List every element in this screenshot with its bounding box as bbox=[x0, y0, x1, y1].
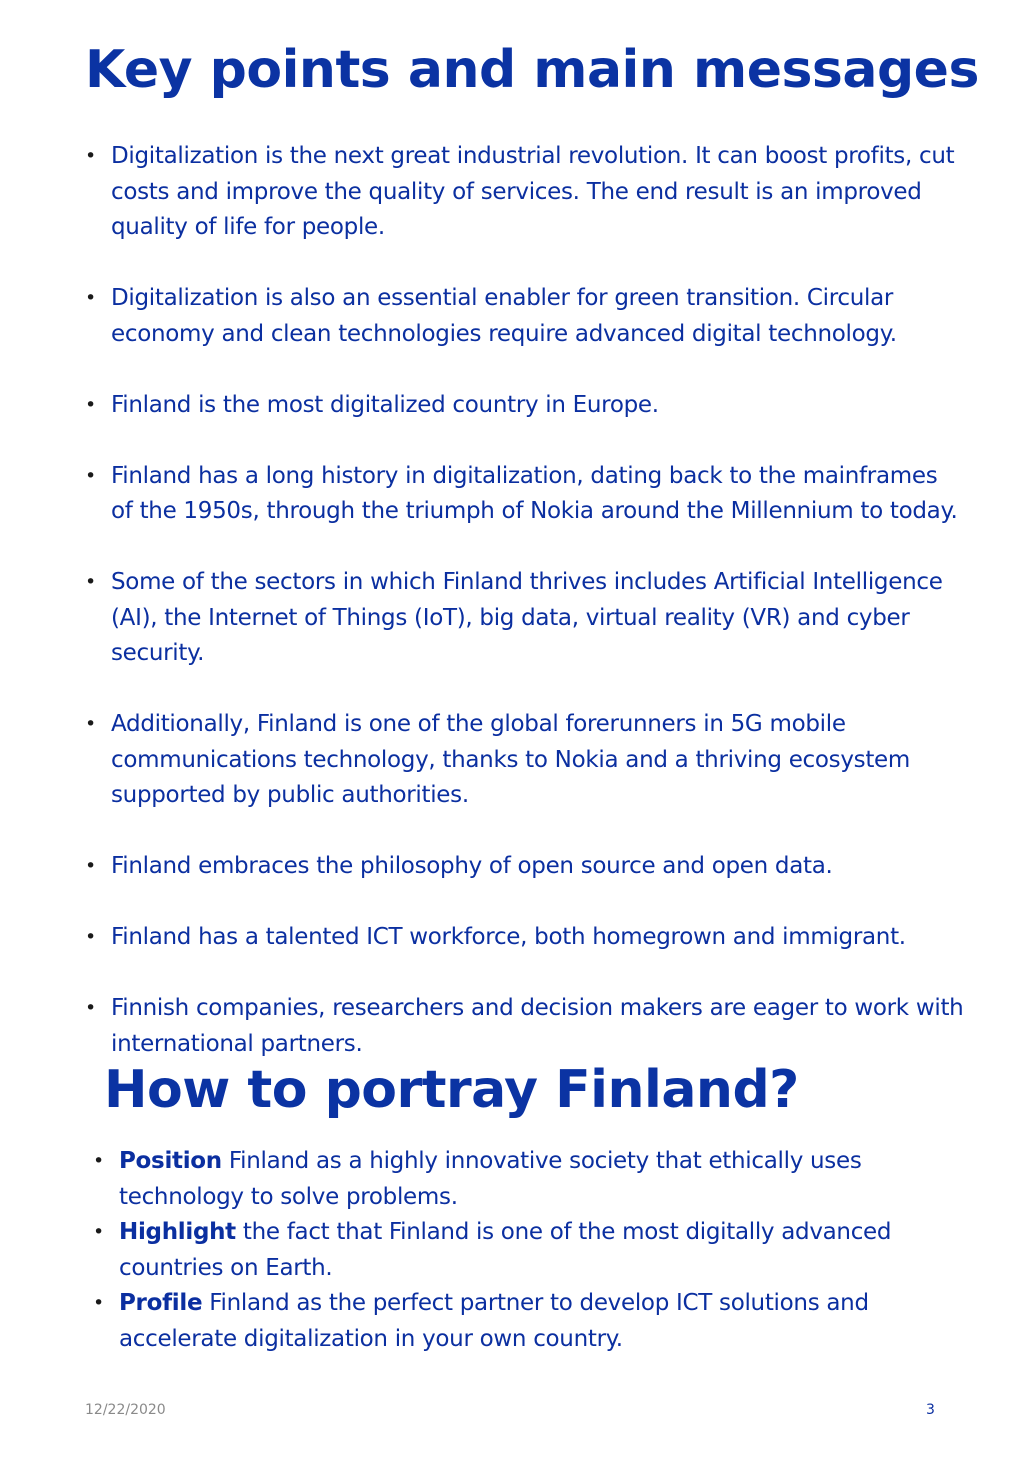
list-item bbox=[93, 1286, 953, 1357]
bullet-icon: • bbox=[85, 571, 96, 593]
item-lead: Highlight bbox=[119, 1219, 236, 1245]
list-item bbox=[85, 139, 965, 246]
key-point-text: Finland embraces the philosophy of open source and open data. bbox=[111, 853, 833, 879]
list-item bbox=[93, 1144, 953, 1215]
bullet-icon: • bbox=[85, 464, 96, 487]
bullet-icon: • bbox=[85, 145, 96, 167]
list-item bbox=[85, 459, 965, 530]
bullet-icon: • bbox=[85, 713, 96, 735]
bullet-icon: • bbox=[85, 287, 96, 309]
section-title: How to portray Finland? bbox=[104, 1060, 799, 1120]
key-points-list bbox=[85, 139, 965, 1098]
bullet-icon: • bbox=[85, 997, 96, 1019]
key-point-text: Digitalization is the next great industrial revolution. It can boost profits, cut costs and improve the quality of services. The end result is an improved quality of life for people. bbox=[111, 143, 955, 240]
item-text: Finland as the perfect partner to develop ICT solutions and accelerate digitalization in your own country. bbox=[119, 1290, 869, 1352]
list-item bbox=[85, 991, 965, 1062]
key-point-text: Finland has a long history in digitalization, dating back to the mainframes of the 1950s, through the triumph of Nokia around the Millennium to today. bbox=[111, 462, 958, 524]
key-point-text: Finland has a talented ICT workforce, both homegrown and immigrant. bbox=[111, 924, 906, 950]
bullet-icon: • bbox=[85, 855, 96, 877]
bullet-icon: • bbox=[85, 926, 96, 948]
item-text: the fact that Finland is one of the most digitally advanced countries on Earth. bbox=[119, 1219, 892, 1281]
list-item bbox=[85, 388, 965, 424]
list-item bbox=[85, 920, 965, 956]
key-point-text: Finnish companies, researchers and decision makers are eager to work with international partners. bbox=[111, 995, 964, 1057]
item-lead: Position bbox=[119, 1148, 222, 1174]
key-point-text: Some of the sectors in which Finland thrives includes Artificial Intelligence (AI), the Internet of Things (IoT), big data, virtual reality (VR) and cyber security. bbox=[111, 569, 943, 666]
page-title: Key points and main messages bbox=[85, 40, 979, 100]
list-item bbox=[85, 565, 965, 672]
bullet-icon: • bbox=[85, 393, 96, 416]
key-point-text: Additionally, Finland is one of the global forerunners in 5G mobile communications technology, thanks to Nokia and a thriving ecosystem supported by public authorities. bbox=[111, 711, 911, 808]
item-lead: Profile bbox=[119, 1290, 203, 1316]
page-number: 3 bbox=[926, 1402, 935, 1418]
key-point-text: Digitalization is also an essential enabler for green transition. Circular economy and clean technologies require advanced digital technology. bbox=[111, 285, 897, 347]
key-point-text: Finland is the most digitalized country in Europe. bbox=[111, 391, 659, 418]
bullet-icon: • bbox=[93, 1150, 104, 1172]
list-item bbox=[85, 281, 965, 352]
bullet-icon: • bbox=[93, 1292, 104, 1314]
item-text: Finland as a highly innovative society that ethically uses technology to solve problems. bbox=[119, 1148, 862, 1210]
portray-list bbox=[93, 1144, 953, 1357]
list-item bbox=[85, 707, 965, 814]
footer-date: 12/22/2020 bbox=[85, 1402, 166, 1418]
bullet-icon: • bbox=[93, 1221, 104, 1243]
list-item bbox=[85, 849, 965, 885]
list-item bbox=[93, 1215, 953, 1286]
